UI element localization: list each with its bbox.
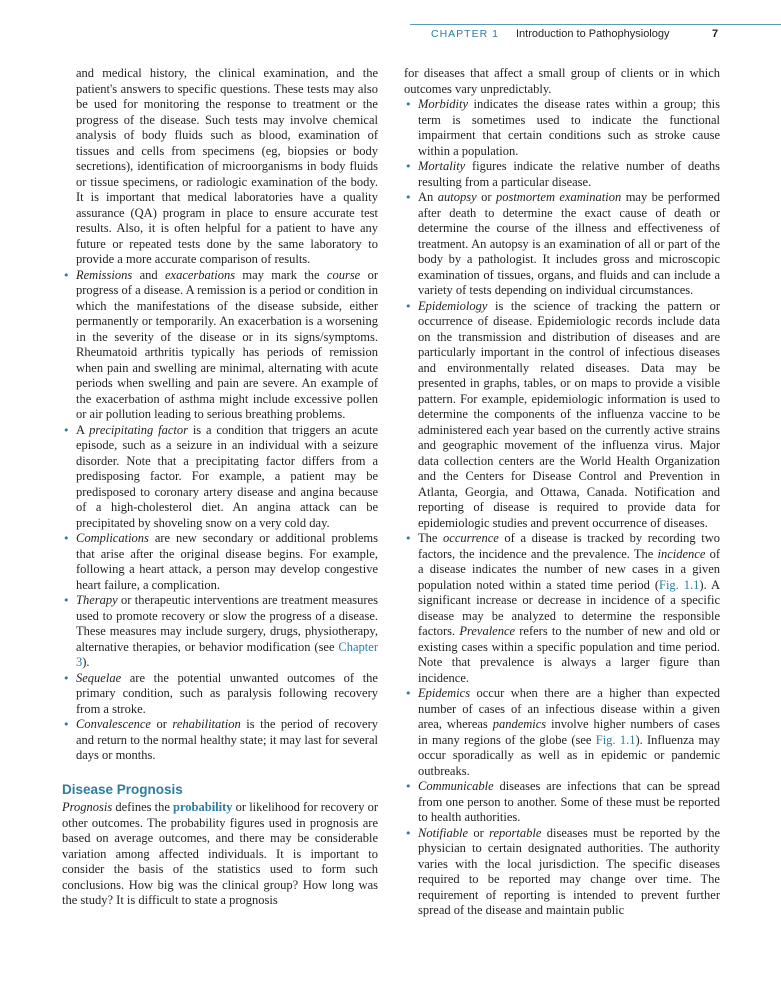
term: Epidemiology: [418, 298, 488, 313]
body-text: of a disease indicates the number of new cases in a given population noted within a stated time period (: [418, 546, 720, 592]
term: Morbidity: [418, 97, 468, 111]
body-text: ). A significant increase or decrease in incidence of a specific disease may be analyzed to determine the responsible factors.: [418, 577, 721, 638]
list-item-morbidity: [404, 97, 720, 159]
body-text: is the period of recovery and return to the normal healthy state; it may last for several days or months.: [76, 717, 378, 762]
right-column: [404, 66, 720, 919]
page-number: 7: [712, 28, 719, 40]
term: pandemics: [492, 717, 547, 731]
chapter-title: Introduction to Pathophysiology: [516, 28, 670, 40]
chapter-label: CHAPTER 1: [431, 28, 499, 40]
body-text: An: [418, 190, 438, 204]
term: Therapy: [76, 593, 118, 607]
running-header: [0, 24, 781, 44]
list-item-complications: [62, 531, 378, 593]
body-text: ).: [82, 655, 90, 669]
body-text: defines the: [112, 800, 174, 814]
term: incidence: [657, 546, 706, 561]
paragraph-continued: and medical history, the clinical examination, and the patient's answers to specific questions. These tests may also be used for monitoring the response to treatment or the progress of the disease. Such tests may involve chemical analysis of body fluids such as blood, examination of tissues and cells from specimens (eg, biopsies or body secretions), identification of microorganisms in body fluids or tissue specimens, or radiologic examination of the body. It is important that medical laboratories have a quality assurance (QA) program in place to ensure accurate test results. Also, it is often helpful for a patient to have any future or repeated tests done by the same laboratory to provide a more accurate comparison of results.: [76, 66, 378, 266]
body-text: diseases must be reported by the physician to certain designated authorities. The authority varies with the local jurisdiction. The specific diseases required to be reported may change over time. The requirement of reporting is intended to prevent further spread of the disease and maintain public: [418, 825, 720, 917]
body-text: figures indicate the relative number of deaths resulting from a particular disease.: [418, 159, 720, 189]
term: Complications: [76, 531, 149, 545]
list-item-epidemiology: [404, 299, 720, 532]
body-text: ). Influenza may occur sporadically as well as in epidemic or pandemic outbreaks.: [418, 732, 720, 778]
chapter-3-link[interactable]: Chapter 3: [76, 639, 378, 669]
term: precipitating factor: [89, 422, 188, 437]
body-text: of a disease is tracked by recording two factors, the incidence and the prevalence. The: [418, 531, 720, 561]
term: occurrence: [443, 531, 499, 545]
body-text: may mark the: [235, 267, 327, 282]
list-item-occurrence: [404, 531, 720, 686]
list-item-mortality: [404, 159, 720, 190]
list-item-notifiable: [404, 826, 720, 919]
body-text: is the science of tracking the pattern or occurrence of disease. Epidemiologic records include data on the transmission and distribution of diseases and are particularly important in the control of infectious diseases and environmentally related diseases. Data may be presented in graphs, tables, or on maps to provide a visible pattern. For example, epidemiologic information is used to determine the components of the influenza vaccine to be administered each year based on the currently active strains and geographic movement of the influenza virus. Major data collection centers are the World Health Organization and the Centers for Disease Control and Prevention in Atlanta, Georgia, and Ottawa, Canada. Notification and reporting of disease is required to provide data for epidemiologic studies and prevent occurrence of diseases.: [418, 298, 720, 530]
definitions-list-right: [404, 97, 720, 919]
list-item-therapy: [62, 593, 378, 671]
term: autopsy: [437, 190, 477, 204]
list-item-convalescence: [62, 717, 378, 764]
term: Prevalence: [459, 624, 516, 638]
term: Prognosis: [62, 800, 113, 814]
body-text: A: [76, 422, 90, 437]
term: exacerbations: [164, 267, 236, 282]
section-heading: Disease Prognosis: [62, 781, 183, 797]
term: Remissions: [76, 267, 133, 282]
body-text: are new secondary or additional problems that arise after the original disease begins. For example, following a heart attack, a person may develop congestive heart failure, a complication.: [76, 531, 378, 592]
list-item-precipitating-factor: [62, 423, 378, 532]
body-text: are the potential unwanted outcomes of the primary condition, such as paralysis following recovery from a stroke.: [76, 670, 378, 716]
term: Mortality: [418, 159, 466, 173]
left-column: [62, 66, 378, 909]
term: postmortem examination: [495, 190, 622, 204]
term: rehabilitation: [172, 717, 241, 731]
body-text: refers to the number of new and old or existing cases within a specific population and time period. Note that prevalence is always a larger figure than incidence.: [418, 624, 720, 685]
figure-1-1-link[interactable]: Fig. 1.1: [595, 732, 636, 747]
connector-text: or: [150, 717, 173, 731]
connector-text: or: [468, 825, 490, 840]
term: Communicable: [418, 779, 494, 793]
term: Sequelae: [76, 670, 122, 685]
body-text: or likelihood for recovery or other outcomes. The probability figures used in prognosis are based on average outcomes, and there may be considerable variation among affected individuals. It is important to consider the basis of the statistics used to form such conclusions. How big was the clinical group? How long was the study? It is difficult to state a prognosis: [62, 800, 378, 907]
body-text: occur when there are a higher than expected number of cases of an infectious disease within a given area, whereas: [418, 686, 720, 731]
body-text: diseases are infections that can be spread from one person to another. Some of these must be reported to health authorities.: [418, 779, 720, 824]
body-text: or progress of a disease. A remission is a period or condition in which the manifestations of the disease subside, either permanently or temporarily. An exacerbation is a worsening in the severity of the disease or in its signs/symptoms. Rheumatoid arthritis typically has periods of remission when pain and swelling are minimal, alternating with acute periods when swelling and pain are severe. An example of the exacerbation of asthma might include excessive pollen or air pollution leading to serious breathing problems.: [76, 267, 378, 421]
term: course: [326, 267, 361, 282]
term: reportable: [489, 825, 542, 840]
list-item-communicable: [404, 779, 720, 826]
body-text: may be performed after death to determine the exact cause of death or determine the course of the illness and effectiveness of treatment. An autopsy is an examination of all or part of the body by a pathologist. It includes gross and microscopic examination of tissues, organs, and fluids and can include a variety of tests depending on individual circumstances.: [418, 190, 720, 297]
connector-text: and: [132, 267, 165, 282]
body-text: The: [418, 531, 444, 545]
body-text: indicates the disease rates within a group; this term is sometimes used to indicate the functional impairment that certain conditions such as stroke cause within a population.: [418, 97, 720, 158]
definitions-list-left: [62, 268, 378, 764]
probability-link[interactable]: probability: [173, 800, 233, 814]
body-text: or therapeutic interventions are treatment measures used to promote recovery or slow the progress of a disease. These measures may include surgery, drugs, physiotherapy, alternative therapies, or behavior modification (see: [76, 593, 378, 654]
term: Notifiable: [418, 825, 468, 840]
paragraph-continued: for diseases that affect a small group of clients or in which outcomes vary unpredictably.: [404, 66, 720, 96]
list-item-remissions: [62, 268, 378, 423]
header-rule: [410, 24, 781, 25]
connector-text: or: [476, 190, 496, 204]
term: Epidemics: [418, 686, 471, 700]
list-item-autopsy: [404, 190, 720, 299]
body-text: involve higher numbers of cases in many regions of the globe (see: [418, 717, 720, 747]
list-item-sequelae: [62, 671, 378, 718]
body-text: is a condition that triggers an acute episode, such as a seizure in an individual with a seizure disorder. Note that a precipitating factor differs from a predisposing factor. For example, a patient may be predisposed to coronary artery disease and angina because of a high-cholesterol diet. An angina attack can be precipitated by shoveling snow on a very cold day.: [76, 422, 378, 530]
prognosis-paragraph: [62, 800, 378, 909]
figure-1-1-link[interactable]: Fig. 1.1: [659, 577, 700, 592]
list-item-epidemics: [404, 686, 720, 779]
term: Convalescence: [76, 717, 151, 731]
